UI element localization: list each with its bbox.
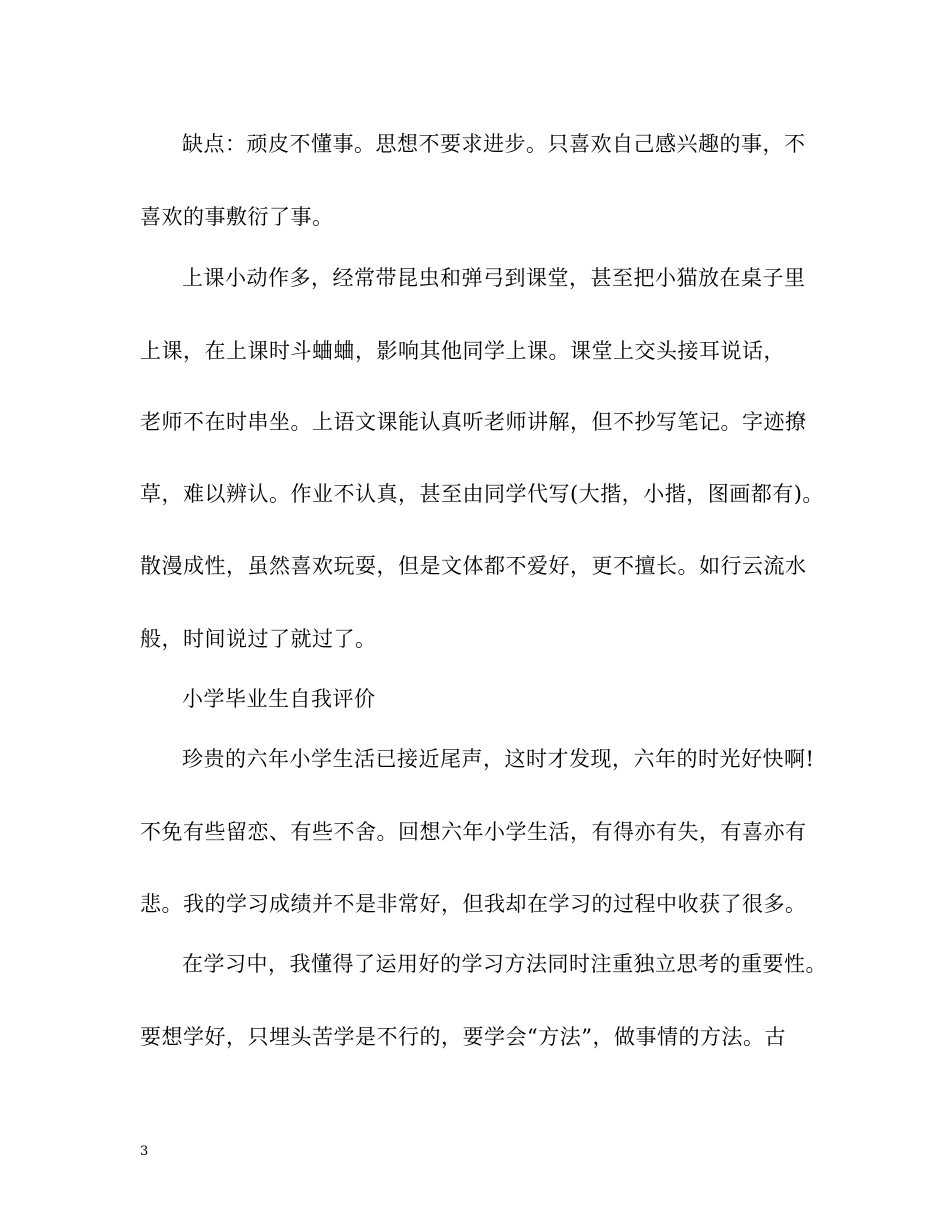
paragraph-line: 草，难以辨认。作业不认真，甚至由同学代写(大揩，小揩，图画都有)。 [140,482,824,506]
page-number: 3 [140,1144,149,1159]
paragraph-line: 般，时间说过了就过了。 [140,627,377,651]
paragraph-line: 在学习中，我懂得了运用好的学习方法同时注重独立思考的重要性。 [182,952,827,976]
paragraph-line: 上课小动作多，经常带昆虫和弹弓到课堂，甚至把小猫放在桌子里 [182,266,806,290]
paragraph-line: 珍贵的六年小学生活已接近尾声，这时才发现，六年的时光好快啊! [182,747,815,771]
paragraph-line: 悲。我的学习成绩并不是非常好，但我却在学习的过程中收获了很多。 [140,892,807,916]
paragraph-line: 要想学好，只埋头苦学是不行的，要学会“方法”，做事情的方法。古 [140,1025,786,1049]
paragraph-line: 散漫成性，虽然喜欢玩耍，但是文体都不爱好，更不擅长。如行云流水 [140,554,807,578]
section-heading: 小学毕业生自我评价 [182,687,376,711]
paragraph-line: 老师不在时串坐。上语文课能认真听老师讲解，但不抄写笔记。字迹撩 [140,410,807,434]
paragraph-line: 喜欢的事敷衍了事。 [140,205,334,229]
paragraph-line: 不免有些留恋、有些不舍。回想六年小学生活，有得亦有失，有喜亦有 [140,820,807,844]
paragraph-line: 缺点：顽皮不懂事。思想不要求进步。只喜欢自己感兴趣的事，不 [182,132,806,156]
paragraph-line: 上课，在上课时斗蛐蛐，影响其他同学上课。课堂上交头接耳说话， [140,339,785,363]
